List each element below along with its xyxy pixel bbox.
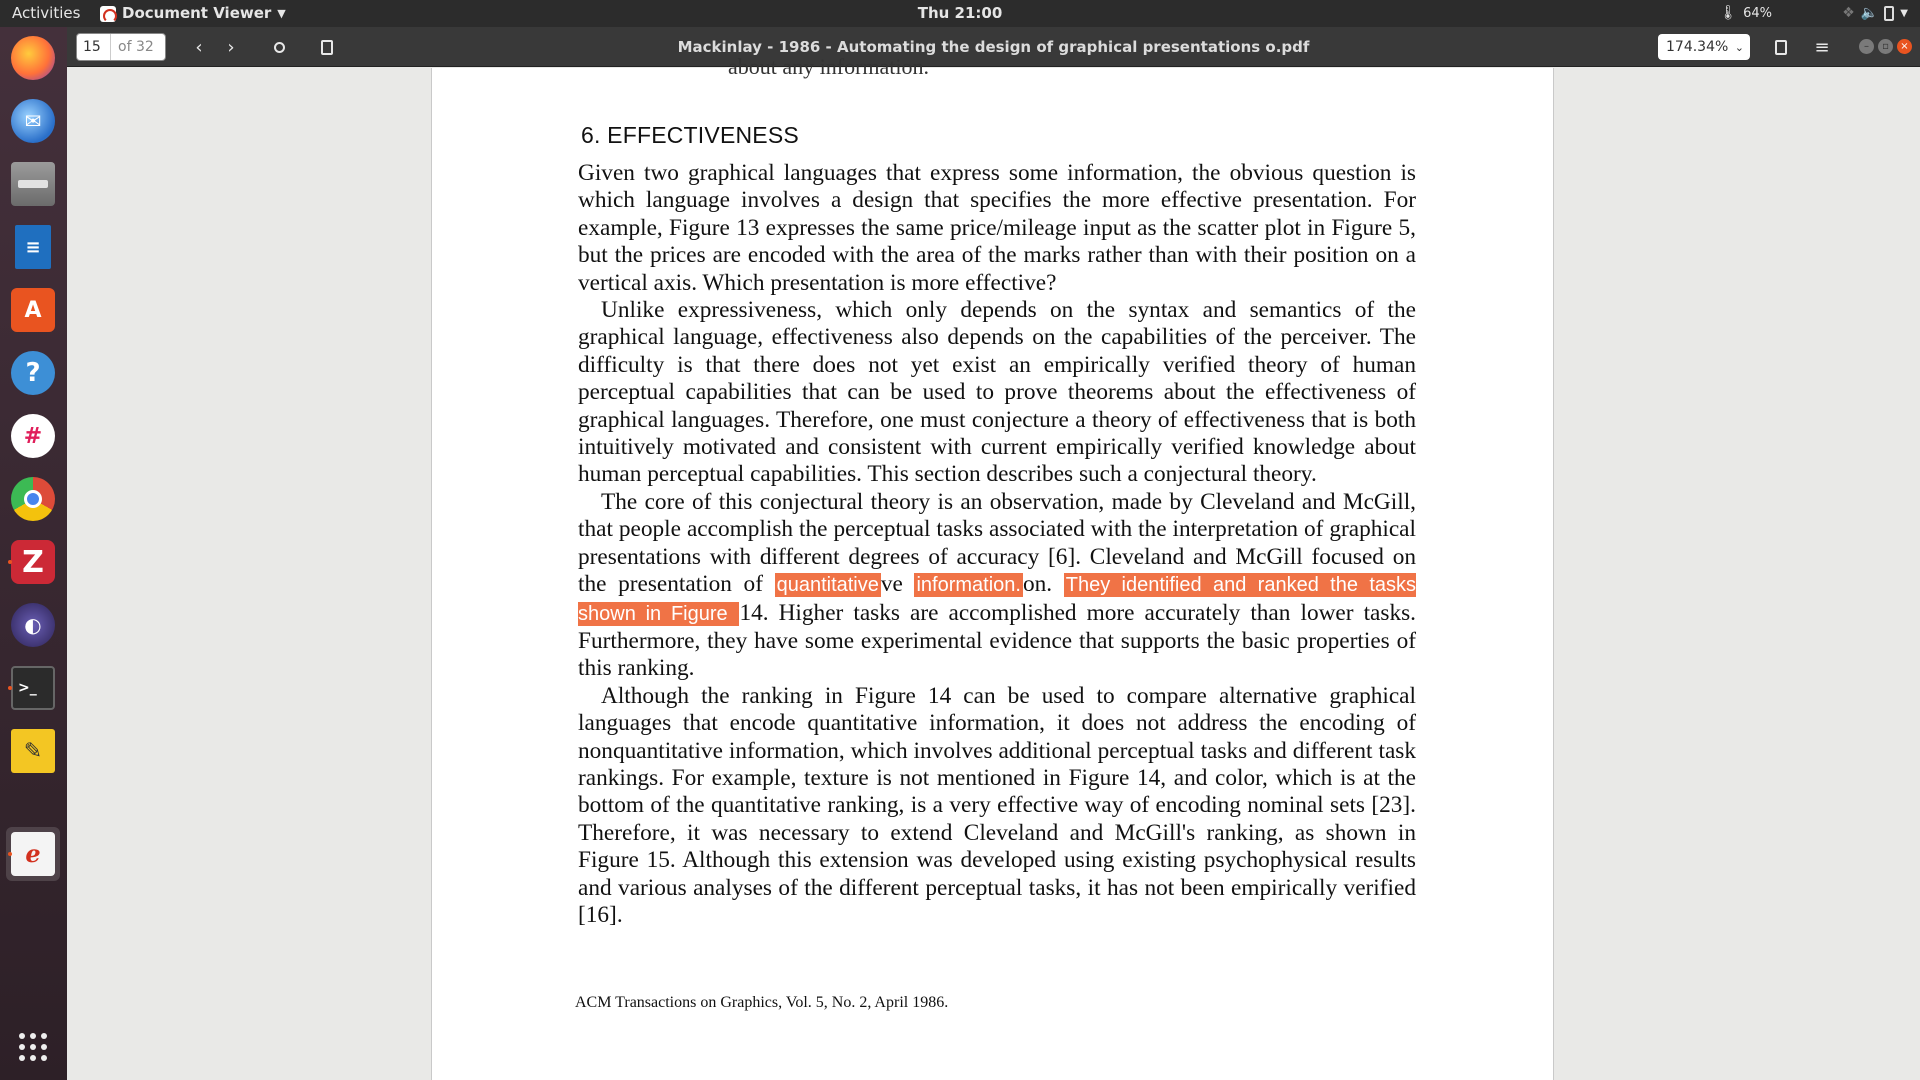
maximize-icon: ▫ bbox=[1882, 40, 1889, 52]
dock-help[interactable] bbox=[6, 346, 60, 400]
close-icon: × bbox=[1900, 40, 1909, 52]
minimize-icon: – bbox=[1864, 40, 1869, 52]
dock-slack[interactable] bbox=[6, 409, 60, 463]
page-layout-icon bbox=[1775, 40, 1787, 55]
files-icon bbox=[11, 162, 55, 206]
chrome-icon bbox=[11, 477, 55, 521]
running-indicator bbox=[8, 560, 12, 564]
terminal-icon: >_ bbox=[11, 666, 55, 710]
show-applications-button[interactable] bbox=[6, 1020, 60, 1074]
window-controls bbox=[1859, 39, 1912, 54]
dock-files[interactable] bbox=[6, 157, 60, 211]
dock-thunderbird[interactable] bbox=[6, 94, 60, 148]
text-span: 14. Higher tasks are accomplished more accurately than lower tasks. Furthermore, they have some experimental evidence that supports the basic properties of this ranking. bbox=[578, 599, 1416, 682]
text-span: on. bbox=[1022, 571, 1064, 598]
running-indicator bbox=[8, 852, 12, 856]
dock-firefox[interactable] bbox=[6, 31, 60, 85]
pdf-page[interactable] bbox=[431, 54, 1554, 1080]
clock-label: Thu 21:00 bbox=[917, 4, 1003, 22]
section-heading: 6. EFFECTIVENESS bbox=[581, 122, 799, 148]
document-view[interactable] bbox=[67, 54, 1920, 1080]
activities-label: Activities bbox=[12, 4, 81, 22]
dock-terminal[interactable] bbox=[6, 661, 60, 715]
zoom-selector[interactable] bbox=[1658, 34, 1750, 60]
volume-icon: 🔈 bbox=[1860, 5, 1879, 21]
page-layout-button[interactable] bbox=[1767, 33, 1795, 61]
battery-icon bbox=[1884, 6, 1894, 21]
dock-software[interactable] bbox=[6, 283, 60, 337]
page-total-label: of 32 bbox=[118, 39, 154, 55]
show-apps-icon bbox=[19, 1033, 47, 1061]
software-center-icon: A bbox=[11, 288, 55, 332]
thermometer-status[interactable] bbox=[1719, 0, 1772, 27]
paragraph: Unlike expressiveness, which only depends on the syntax and semantics of the graphical language, effectiveness also depends on the capabilities of the perceiver. The difficulty is that there does not yet exist an empirically verified theory of human perceptual capabilities that can be used to prove theorems about the effectiveness of graphical languages. Therefore, one must conjecture a theory of effectiveness that is both intuitively motivated and consistent with current empirically verified knowledge about human perceptual capabilities. This section describes such a conjectural theory. bbox=[578, 297, 1416, 488]
zoom-level: 174.34% bbox=[1666, 39, 1729, 55]
thermometer-icon: 🌡 bbox=[1719, 5, 1738, 21]
dock-notes[interactable] bbox=[6, 724, 60, 778]
maximize-button[interactable] bbox=[1878, 39, 1893, 54]
running-indicator bbox=[8, 686, 12, 690]
dock bbox=[0, 27, 67, 1080]
dropbox-icon: ❖ bbox=[1842, 5, 1855, 21]
top-bar bbox=[0, 0, 1920, 27]
chevron-left-icon: ‹ bbox=[195, 36, 203, 58]
menu-button[interactable] bbox=[1808, 33, 1836, 61]
paragraph: Given two graphical languages that express some information, the obvious question is which language involves a design that specifies the more effective presentation. For example, Figure 13 expresses the same price/mileage input as the scatter plot in Figure 5, but the prices are encoded with the area of the marks rather than with their position on a vertical axis. Which presentation is more effective? bbox=[578, 160, 1416, 296]
clock[interactable] bbox=[0, 0, 1920, 27]
system-tray[interactable] bbox=[1842, 0, 1908, 27]
previous-line-fragment: about any information. bbox=[728, 54, 930, 79]
viewer-toolbar bbox=[67, 27, 1920, 67]
paragraph bbox=[578, 489, 1416, 683]
thunderbird-icon: ✉ bbox=[11, 99, 55, 143]
help-icon: ? bbox=[11, 351, 55, 395]
document-title: Mackinlay - 1986 - Automating the design of graphical presentations o.pdf bbox=[677, 38, 1310, 56]
slack-icon: # bbox=[11, 414, 55, 458]
body-text bbox=[578, 160, 1416, 929]
dock-writer[interactable] bbox=[6, 220, 60, 274]
firefox-icon bbox=[11, 36, 55, 80]
document-viewer-icon: ℯ bbox=[11, 832, 55, 876]
paragraph: Although the ranking in Figure 14 can be used to compare alternative graphical languages that encode quantitative information, it does not address the encoding of nonquantitative information, which involves additional perceptual tasks and different task rankings. For example, texture is not mentioned in Figure 14, and color, which is at the bottom of the quantitative ranking, is a very effective way of encoding nominal sets [23]. Therefore, it was necessary to extend Cleveland and McGill's ranking, as shown in Figure 15. Although this extension was developed using existing psychophysical results and various analyses of the different perceptual tasks, it has not been empirically verified [16]. bbox=[578, 682, 1416, 928]
dock-zotero[interactable] bbox=[6, 535, 60, 589]
chevron-down-icon: ⌄ bbox=[1734, 40, 1744, 54]
text-span: The core of this conjectural theory is an observation, made by Cleveland and McGill, that people accomplish the perceptual tasks associated with the interpretation of graphical presentations with different degrees of accuracy [6]. Cleveland and McGill focused on the presentation of bbox=[578, 488, 1416, 598]
minimize-button[interactable] bbox=[1859, 39, 1874, 54]
chevron-down-icon: ▼ bbox=[1900, 8, 1908, 19]
dock-document-viewer[interactable] bbox=[6, 827, 60, 881]
writer-icon: ≡ bbox=[15, 225, 51, 269]
dock-chrome[interactable] bbox=[6, 472, 60, 526]
close-button[interactable] bbox=[1897, 39, 1912, 54]
app-menu-label: Document Viewer bbox=[122, 4, 272, 22]
chevron-down-icon: ▼ bbox=[277, 7, 286, 20]
dock-eclipse[interactable] bbox=[6, 598, 60, 652]
status-percent: 64% bbox=[1743, 6, 1772, 21]
zotero-icon: Z bbox=[11, 540, 55, 584]
selected-text-highlight[interactable]: quantitative bbox=[776, 574, 879, 597]
selected-text-highlight[interactable]: They identified and ranked the tasks shown in Figure bbox=[578, 574, 1416, 625]
text-span: ve bbox=[880, 571, 915, 598]
eclipse-icon: ◐ bbox=[11, 603, 55, 647]
chevron-right-icon: › bbox=[227, 36, 235, 58]
notes-icon: ✎ bbox=[11, 729, 55, 773]
page-footer: ACM Transactions on Graphics, Vol. 5, No. 2, April 1986. bbox=[575, 994, 949, 1011]
hamburger-icon: ≡ bbox=[1814, 36, 1830, 58]
selected-text-highlight[interactable]: information. bbox=[916, 574, 1021, 597]
